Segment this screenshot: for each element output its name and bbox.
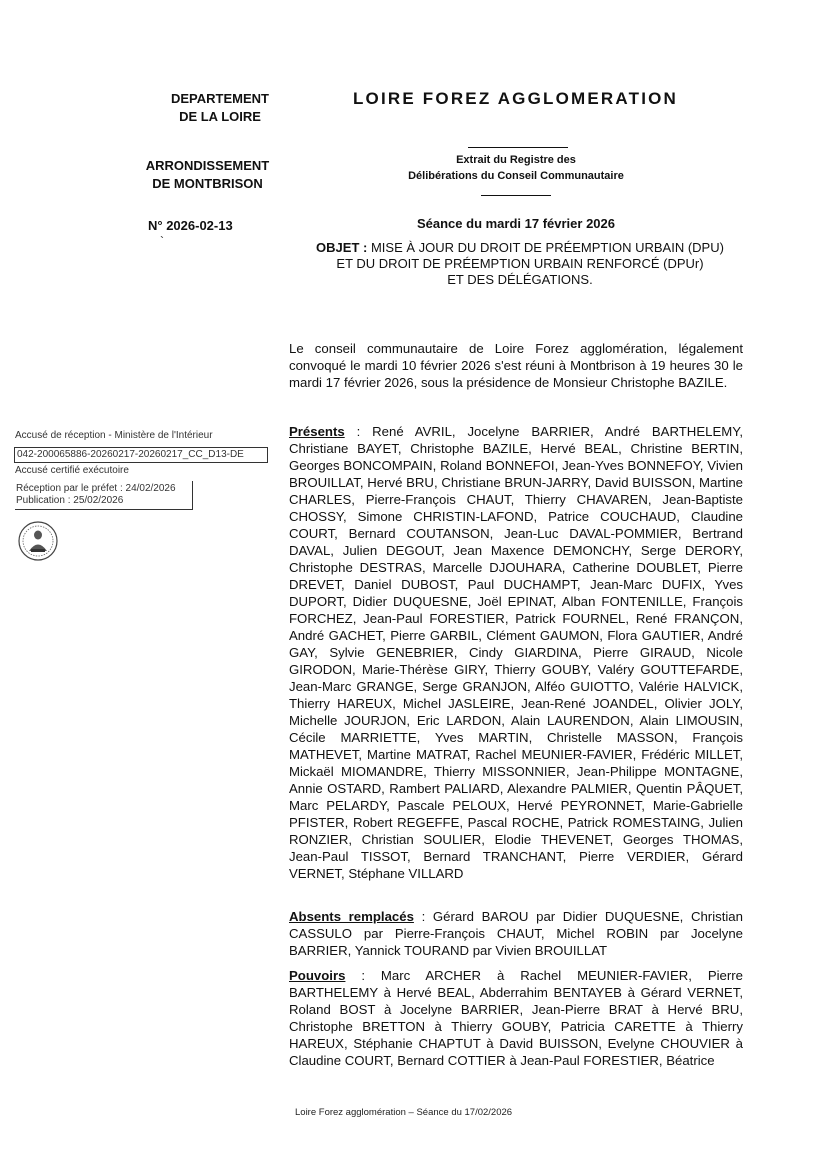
object-block (290, 240, 750, 288)
extract-line2: Délibérations du Conseil Communautaire (408, 170, 624, 182)
reception-stamp (15, 430, 270, 510)
tick-mark: ` (160, 234, 164, 248)
object-line1-row (290, 240, 750, 256)
arrondissement-line1: ARRONDISSEMENT (145, 158, 270, 173)
department-line2: DE LA LOIRE (179, 109, 261, 124)
stamp-identifier: 042-200065886-20260217-20260217_CC_D13-DE (14, 447, 268, 463)
object-label: OBJET : (316, 240, 368, 255)
stamp-publication: Publication : 25/02/2026 (16, 495, 124, 506)
divider-bottom (481, 195, 551, 196)
republic-seal-icon (17, 520, 59, 562)
arrondissement-line2: DE MONTBRISON (152, 176, 263, 191)
pouvoirs-separator: : (345, 968, 381, 983)
session-date: Séance du mardi 17 février 2026 (416, 216, 615, 231)
extract-line1: Extrait du Registre des (456, 154, 576, 166)
stamp-certified: Accusé certifié exécutoire (15, 465, 129, 476)
object-line1: MISE À JOUR DU DROIT DE PRÉEMPTION URBAIN (DPU) (370, 240, 724, 255)
department-line1: DEPARTEMENT (171, 91, 269, 106)
organization-title: LOIRE FOREZ AGGLOMERATION (352, 89, 679, 108)
divider-top (468, 147, 568, 148)
page-footer: Loire Forez agglomération – Séance du 17/02/2026 (295, 1107, 513, 1118)
presents-separator: : (344, 424, 373, 439)
arrondissement-heading (140, 157, 275, 193)
object-line2: ET DU DROIT DE PRÉEMPTION URBAIN RENFORCÉ (DPUr) (336, 256, 704, 271)
stamp-prefect-receipt: Réception par le préfet : 24/02/2026 (16, 483, 176, 494)
extract-heading (360, 152, 672, 184)
stamp-dates (15, 481, 193, 510)
department-heading (145, 90, 295, 126)
presents-label: Présents (289, 424, 345, 439)
pouvoirs-list: Marc ARCHER à Rachel MEUNIER-FAVIER, Pierre BARTHELEMY à Hervé BEAL, Abderrahim BENTAYEB à Gérard VERNET, Roland BOST à Jocelyne BARRIER, Jean-Pierre BRAT à Hervé BRU, Christophe BRETTON à Thierry GOUBY, Patricia CARETTE à Thierry HAREUX, Stéphanie CHAPTUT à David BUISSON, Evelyne CHOUVIER à Claudine COURT, Bernard COTTIER à Jean-Paul FORESTIER, Béatrice (289, 968, 744, 1068)
object-line3: ET DES DÉLÉGATIONS. (447, 272, 593, 287)
presents-list: René AVRIL, Jocelyne BARRIER, André BARTHELEMY, Christiane BAYET, Christophe BAZILE, Hervé BEAL, Christine BERTIN, Georges BONCOMPAIN, Roland BONNEFOI, Jean-Yves BONNEFOY, Vivien BROUILLAT, Hervé BRU, Christiane BRUN-JARRY, David BUISSON, Martine CHARLES, Pierre-François CHAUT, Thierry CHAVAREN, Jean-Baptiste CHOSSY, Simone CHRISTIN-LAFOND, Patrice COUCHAUD, Claudine COURT, Bernard COUTANSON, Jean-Luc DAVAL-POMMIER, Bertrand DAVAL, Julien DEGOUT, Jean Maxence DEMONCHY, Serge DERORY, Christophe DESTRAS, Marcelle DJOUHARA, Catherine DOUBLET, Pierre DREVET, Daniel DUBOST, Paul DUCHAMPT, Jean-Marc DUFIX, Yves DUPORT, Didier DUQUESNE, Joël EPINAT, Alban FONTENILLE, François FORCHEZ, Jean-Paul FORESTIER, Patrick FOURNEL, René FRANÇON, André GACHET, Pierre GARBIL, Clément GAUMON, Flora GAUTIER, André GAY, Sylvie GENEBRIER, Cindy GIARDINA, Pierre GIRAUD, Nicole GIRODON, Marie-Thérèse GIRY, Thierry GOUBY, Valéry GOUTTEFARDE, Jean-Marc GRANGE, Serge GRANJON, Alféo GUIOTTO, Valérie HALVICK, Thierry HAREUX, Michel JASLEIRE, Jean-René JOANDEL, Olivier JOLY, Michelle JOURJON, Eric LARDON, Alain LAURENDON, Alain LIMOUSIN, Cécile MARRIETTE, Yves MARTIN, Christelle MASSON, François MATHEVET, Martine MATRAT, Rachel MEUNIER-FAVIER, Frédéric MILLET, Mickaël MIOMANDRE, Thierry MISSONNIER, Jean-Philippe MONTAGNE, Annie OSTARD, Rambert PALIARD, Alexandre PALMIER, Quentin PÂQUET, Marc PELARDY, Pascale PELOUX, Hervé PEYRONNET, Marie-Gabrielle PFISTER, Robert REGEFFE, Pascal ROCHE, Patrick ROMESTAING, Julien RONZIER, Christian SOULIER, Elodie THEVENET, Georges THOMAS, Jean-Paul TISSOT, Bernard TRANCHANT, Pierre VERDIER, Gérard VERNET, Stéphane VILLARD (289, 424, 743, 881)
absents-list: Gérard BAROU par Didier DUQUESNE, Christian CASSULO par Pierre-François CHAUT, Michel ROBIN par Jocelyne BARRIER, Yannick TOURAND par Vivien BROUILLAT (289, 909, 743, 958)
presents-paragraph (289, 423, 743, 882)
absents-label: Absents remplacés (289, 909, 414, 924)
intro-paragraph: Le conseil communautaire de Loire Forez agglomération, légalement convoqué le mardi 10 février 2026 s'est réuni à Montbrison à 19 heures 30 le mardi 17 février 2026, sous la présidence de Monsieur Christophe BAZILE. (289, 341, 743, 390)
stamp-receipt: Accusé de réception - Ministère de l'Intérieur (15, 430, 213, 441)
absents-paragraph (289, 908, 743, 959)
absents-separator: : (413, 909, 433, 924)
deliberation-number: N° 2026-02-13 (148, 218, 233, 233)
pouvoirs-paragraph (289, 967, 743, 1069)
pouvoirs-label: Pouvoirs (289, 968, 346, 983)
